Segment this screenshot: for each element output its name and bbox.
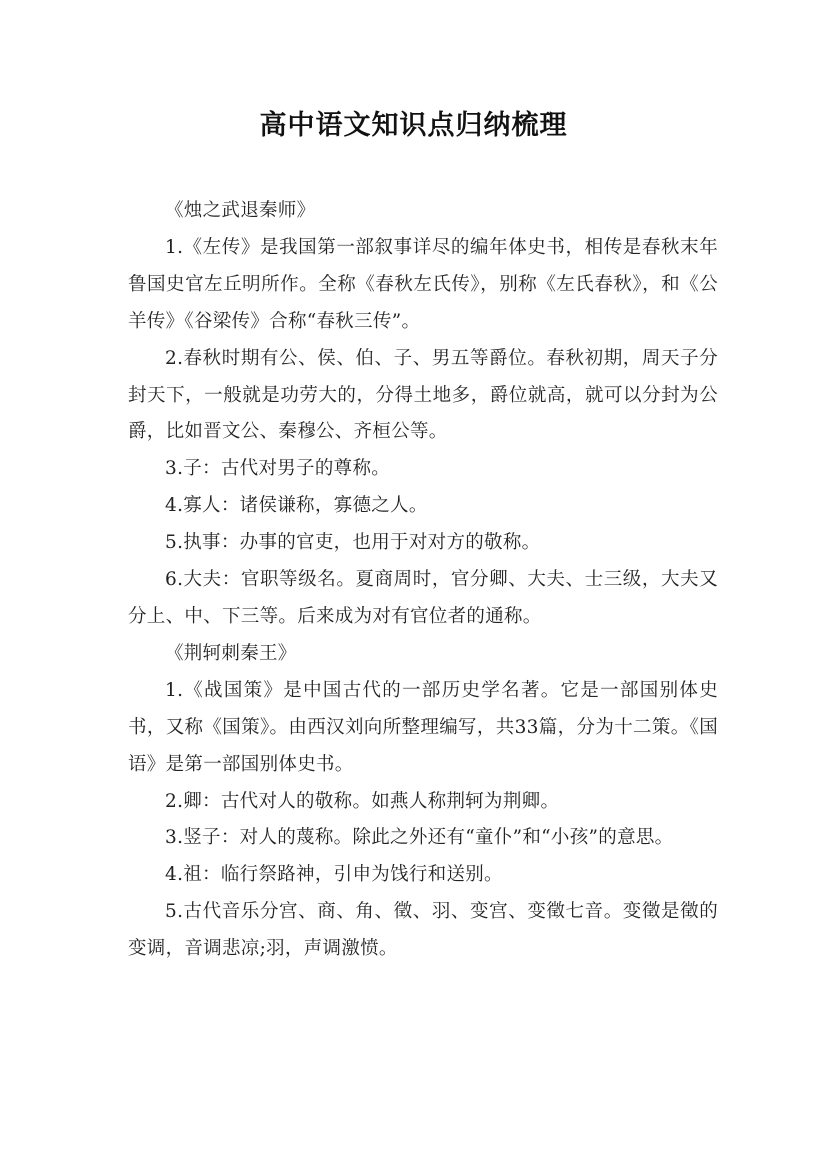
paragraph: 1.《左传》是我国第一部叙事详尽的编年体史书，相传是春秋末年鲁国史官左丘明所作。全称《春秋左氏传》，别称《左氏春秋》，和《公羊传》《谷梁传》合称“春秋三传”。	[128, 236, 718, 332]
paragraph: 3.子：古代对男子的尊称。	[165, 458, 391, 480]
paragraph: 6.大夫：官职等级名。夏商周时，官分卿、大夫、士三级，大夫又分上、中、下三等。后来成为对有官位者的通称。	[128, 569, 718, 627]
paragraph: 2.春秋时期有公、侯、伯、子、男五等爵位。春秋初期，周天子分封天下，一般就是功劳大的，分得土地多，爵位就高，就可以分封为公爵，比如晋文公、秦穆公、齐桓公等。	[128, 347, 718, 443]
paragraph: 5.古代音乐分宫、商、角、徵、羽、变宫、变徵七音。变徵是徵的变调，音调悲凉;羽，声调激愤。	[128, 901, 718, 960]
paragraph: 2.卿：古代对人的敬称。如燕人称荆轲为荆卿。	[165, 790, 560, 812]
section-heading: 《荆轲刺秦王》	[165, 642, 297, 664]
section-heading: 《烛之武退秦师》	[165, 200, 316, 221]
paragraph: 4.祖：临行祭路神，引申为饯行和送别。	[165, 864, 503, 886]
paragraph: 3.竖子：对人的蔑称。除此之外还有“童仆”和“小孩”的意思。	[165, 827, 674, 849]
document-title: 高中语文知识点归纳梳理	[259, 110, 568, 141]
document-body	[128, 193, 718, 968]
paragraph: 4.寡人：诸侯谦称，寡德之人。	[165, 495, 428, 517]
paragraph: 1.《战国策》是中国古代的一部历史学名著。它是一部国别体史书，又称《国策》。由西汉刘向所整理编写，共33篇，分为十二策。《国语》是第一部国别体史书。	[128, 679, 718, 775]
paragraph: 5.执事：办事的官吏，也用于对对方的敬称。	[165, 532, 541, 554]
